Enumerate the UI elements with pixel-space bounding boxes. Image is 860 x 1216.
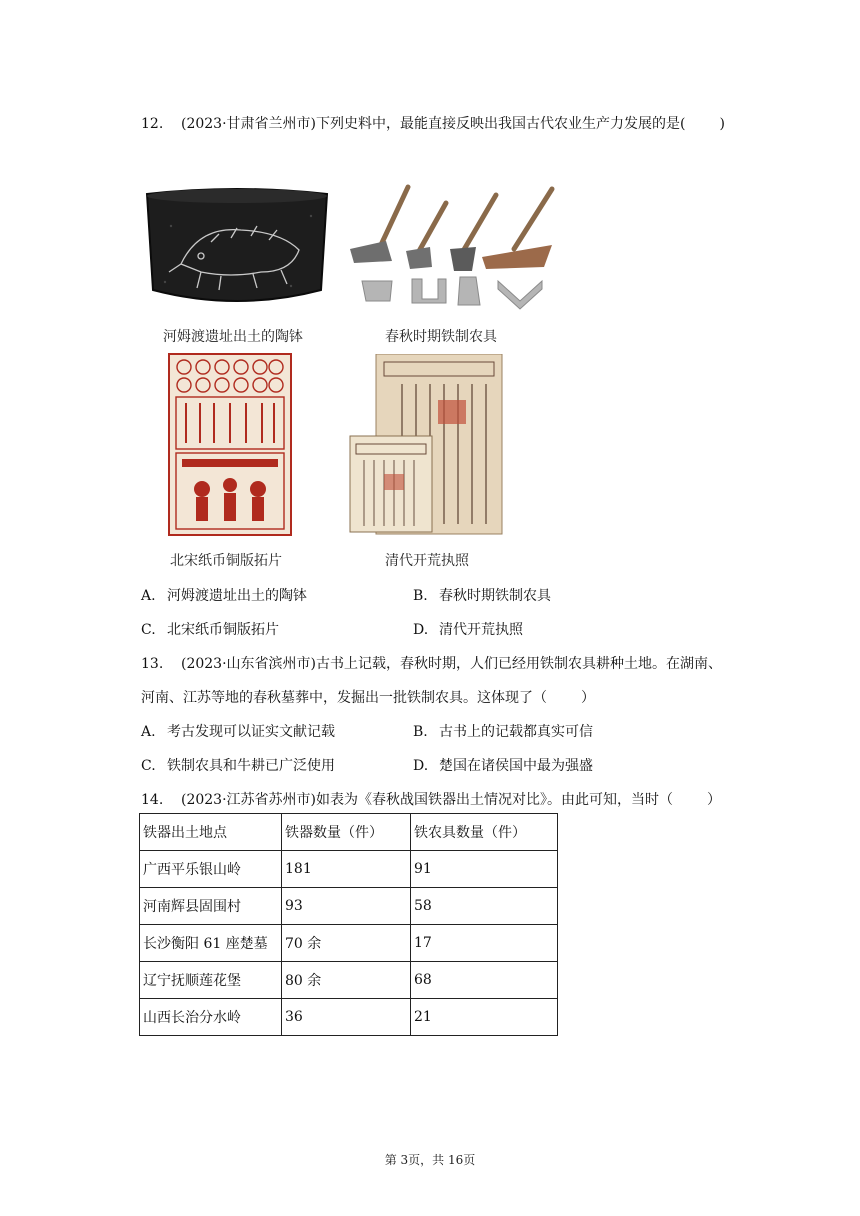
- q14-stem-line: [141, 789, 721, 809]
- table-cell: 70 余: [282, 925, 411, 962]
- table-cell: 长沙衡阳 61 座楚墓: [140, 925, 282, 962]
- table-cell: 91: [411, 851, 558, 888]
- paper-money-rubbing-image: [168, 353, 292, 536]
- table-cell: 广西平乐银山岭: [140, 851, 282, 888]
- table-header-cell: 铁器出土地点: [140, 814, 282, 851]
- iron-tools-image: [346, 181, 562, 317]
- q12-stem: (2023·甘肃省兰州市)下列史料中，最能直接反映出我国古代农业生产力发展的是(: [181, 116, 686, 132]
- q13-option-d[interactable]: D. 楚国在诸侯国中最为强盛: [413, 758, 593, 774]
- table-header-cell: 铁农具数量（件）: [411, 814, 558, 851]
- table-header-row: [140, 814, 558, 851]
- table-cell: 山西长治分水岭: [140, 999, 282, 1036]
- q13-stem-line-1: [141, 653, 722, 673]
- table-cell: 68: [411, 962, 558, 999]
- caption-permit: 清代开荒执照: [385, 553, 469, 569]
- q13-stem-line-2: [141, 687, 595, 707]
- table-cell: 80 余: [282, 962, 411, 999]
- q13-option-a[interactable]: A. 考古发现可以证实文献记载: [141, 724, 335, 740]
- q12-option-c[interactable]: C. 北宋纸币铜版拓片: [141, 622, 279, 638]
- table-cell: 17: [411, 925, 558, 962]
- q13-option-b[interactable]: B. 古书上的记载都真实可信: [413, 724, 593, 740]
- caption-paper-money: 北宋纸币铜版拓片: [170, 553, 282, 569]
- q14-number: 14.: [141, 792, 164, 808]
- caption-pottery: 河姆渡遗址出土的陶钵: [163, 329, 303, 345]
- q12-option-a[interactable]: A. 河姆渡遗址出土的陶钵: [141, 588, 307, 604]
- pottery-bowl-image: [141, 186, 333, 314]
- table-row: [140, 888, 558, 925]
- table-row: [140, 925, 558, 962]
- q14-close-paren: ）: [707, 792, 722, 808]
- table-row: [140, 999, 558, 1036]
- q12-stem-line: [141, 113, 725, 133]
- page-footer: 第 3页，共 16页: [384, 1153, 476, 1167]
- q14-stem: (2023·江苏省苏州市)如表为《春秋战国铁器出土情况对比》。由此可知，当时（: [181, 792, 674, 808]
- table-cell: 181: [282, 851, 411, 888]
- table-cell: 58: [411, 888, 558, 925]
- table-row: [140, 851, 558, 888]
- table-cell: 93: [282, 888, 411, 925]
- q13-number: 13.: [141, 656, 164, 672]
- table-header-cell: 铁器数量（件）: [282, 814, 411, 851]
- q12-option-d[interactable]: D. 清代开荒执照: [413, 622, 523, 638]
- q13-stem-1: (2023·山东省滨州市)古书上记载，春秋时期，人们已经用铁制农具耕种土地。在湖南、: [181, 656, 723, 672]
- table-cell: 河南辉县固围村: [140, 888, 282, 925]
- q13-close-paren: ）: [581, 690, 595, 706]
- table-cell: 辽宁抚顺莲花堡: [140, 962, 282, 999]
- caption-iron-tools: 春秋时期铁制农具: [385, 329, 497, 345]
- table-cell: 36: [282, 999, 411, 1036]
- q13-stem-2: 河南、江苏等地的春秋墓葬中，发掘出一批铁制农具。这体现了（: [141, 690, 547, 706]
- q12-number: 12.: [141, 116, 164, 132]
- q12-close-paren: ): [719, 116, 725, 132]
- table-cell: 21: [411, 999, 558, 1036]
- q12-option-b[interactable]: B. 春秋时期铁制农具: [413, 588, 551, 604]
- reclamation-permit-image: [344, 354, 504, 536]
- q13-option-c[interactable]: C. 铁制农具和牛耕已广泛使用: [141, 758, 335, 774]
- table-row: [140, 962, 558, 999]
- iron-artifacts-table: [139, 813, 558, 1036]
